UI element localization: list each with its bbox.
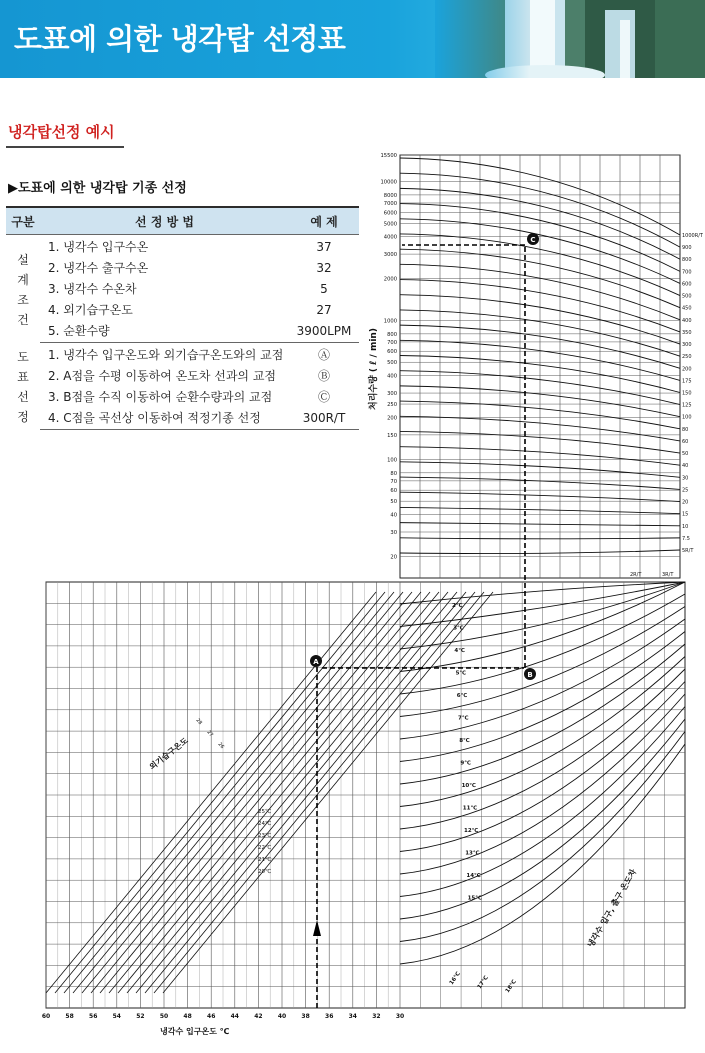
- inlet-tick-label: 38: [301, 1013, 310, 1020]
- flow-tick-label: 100: [387, 457, 397, 464]
- flow-tick-label: 80: [390, 470, 397, 477]
- inlet-tick-label: 46: [207, 1013, 216, 1020]
- capacity-label: 450: [682, 305, 692, 312]
- capacity-label: 250: [682, 354, 692, 361]
- range-tick-label: 6℃: [456, 693, 468, 699]
- range-tick-label: 13℃: [465, 850, 480, 857]
- capacity-label: 60: [682, 438, 689, 445]
- example-cell: Ⓒ: [317, 390, 330, 404]
- range-tick-label: 15℃: [467, 895, 482, 902]
- range-tick-label: 17℃: [476, 974, 490, 991]
- flow-tick-label: 600: [387, 349, 397, 356]
- example-point-label: C: [530, 236, 536, 244]
- capacity-label: 10: [682, 523, 689, 530]
- inlet-tick-label: 60: [41, 1013, 51, 1020]
- range-tick-label: 7℃: [458, 715, 469, 722]
- capacity-label: 500: [682, 293, 692, 300]
- range-tick-label: 5℃: [455, 670, 467, 677]
- example-cell: 32: [316, 261, 332, 275]
- inlet-tick-label: 44: [230, 1013, 239, 1020]
- flow-tick-label: 15500: [380, 153, 397, 159]
- inlet-axis-label: 냉각수 입구온도 ℃: [160, 1027, 230, 1036]
- capacity-label: 600: [682, 281, 692, 288]
- capacity-label: 100: [682, 414, 692, 421]
- flow-tick-label: 200: [387, 415, 397, 422]
- method-cell: 1. 냉각수 입구수온: [48, 240, 149, 254]
- header-method: 선 정 방 법: [40, 207, 289, 235]
- method-cell: 3. B점을 수직 이동하여 순환수량과의 교점: [48, 390, 273, 404]
- range-tick-label: 4℃: [454, 648, 465, 654]
- capacity-label-bottom: 3R/T: [662, 572, 674, 578]
- wetbulb-line: [64, 592, 394, 993]
- flow-tick-label: 50: [390, 499, 397, 506]
- inlet-tick-label: 42: [254, 1013, 263, 1020]
- capacity-label: 40: [682, 463, 689, 470]
- capacity-label: 800: [682, 257, 692, 264]
- method-cell: 4. C점을 곡선상 이동하여 적정기종 선정: [40, 408, 289, 430]
- inlet-tick-label: 32: [372, 1013, 381, 1020]
- category-chart-selection: 도 표 선 정: [17, 350, 29, 424]
- inlet-tick-label: 48: [183, 1013, 192, 1020]
- flow-tick-label: 60: [390, 488, 397, 495]
- capacity-label: 50: [682, 451, 689, 458]
- inlet-tick-label: 36: [325, 1013, 334, 1020]
- capacity-label: 1000R/T: [682, 233, 703, 239]
- flow-tick-label: 400: [387, 373, 397, 380]
- range-tick-label: 9℃: [460, 760, 471, 767]
- capacity-label: 300: [682, 342, 692, 349]
- example-cell: Ⓐ: [317, 348, 330, 362]
- method-cell: 4. 외기습구온도: [48, 303, 133, 317]
- method-cell: 2. A점을 수평 이동하여 온도차 선과의 교점: [48, 369, 277, 383]
- wetbulb-line: [127, 592, 457, 993]
- range-tick-label: 2℃: [452, 603, 463, 609]
- capacity-label: 80: [682, 426, 689, 433]
- range-tick-label: 11℃: [462, 805, 478, 812]
- capacity-label: 900: [682, 245, 692, 252]
- flow-tick-label: 300: [387, 391, 397, 398]
- inlet-tick-label: 58: [65, 1013, 74, 1020]
- example-point-label: B: [527, 671, 533, 679]
- method-cell: 2. 냉각수 출구수온: [48, 261, 149, 275]
- flow-tick-label: 500: [387, 360, 397, 367]
- range-tick-label: 18℃: [504, 978, 518, 995]
- wetbulb-tick-label: 26: [216, 741, 226, 751]
- example-cell: 27: [316, 303, 332, 317]
- capacity-label: 15: [682, 511, 689, 518]
- wetbulb-line: [145, 592, 475, 993]
- example-heading: 냉각탑선정 예시: [8, 123, 115, 141]
- flow-tick-label: 10000: [380, 179, 397, 186]
- capacity-label: 350: [682, 329, 692, 336]
- wetbulb-line: [73, 592, 403, 993]
- range-tick-label: 12℃: [464, 828, 479, 834]
- wetbulb-line: [136, 592, 466, 993]
- inlet-tick-label: 50: [159, 1013, 169, 1020]
- flow-tick-label: 6000: [383, 210, 397, 217]
- flow-axis-label: 처리수량 ( ℓ / min): [369, 328, 379, 410]
- capacity-label: 700: [682, 269, 692, 276]
- flow-tick-label: 20: [390, 554, 397, 561]
- wetbulb-tick-label: 24℃: [258, 821, 272, 827]
- capacity-label: 25: [682, 487, 689, 494]
- wetbulb-tick-label: 27: [205, 729, 215, 739]
- flow-tick-label: 700: [387, 339, 397, 346]
- flow-tick-label: 7000: [383, 200, 397, 207]
- example-cell: 300R/T: [289, 408, 359, 430]
- range-tick-label: 3℃: [453, 625, 464, 632]
- inlet-tick-label: 54: [112, 1013, 121, 1020]
- flow-tick-label: 70: [390, 478, 397, 485]
- flow-tick-label: 5000: [383, 221, 397, 228]
- range-tick-label: 16℃: [448, 970, 462, 987]
- range-tick-label: 10℃: [461, 783, 476, 789]
- range-axis-label: 냉각수 입구, 출구 온도차: [585, 867, 639, 949]
- capacity-label: 400: [682, 317, 692, 324]
- flow-tick-label: 250: [387, 402, 397, 409]
- capacity-label: 30: [682, 475, 689, 482]
- wetbulb-tick-label: 28: [194, 717, 204, 727]
- inlet-tick-label: 56: [89, 1013, 98, 1020]
- method-cell: 1. 냉각수 입구온도와 외기습구온도와의 교점: [48, 348, 284, 362]
- wetbulb-line: [109, 592, 439, 993]
- wetbulb-tick-label: 21℃: [258, 857, 272, 863]
- capacity-label: 125: [682, 402, 692, 409]
- flow-tick-label: 2000: [383, 276, 397, 283]
- inlet-tick-label: 34: [348, 1013, 357, 1020]
- capacity-label-bottom: 2R/T: [630, 572, 642, 578]
- example-cell: 3900LPM: [289, 321, 359, 343]
- method-cell: 3. 냉각수 수온차: [48, 282, 137, 296]
- header-example: 예 제: [289, 207, 359, 235]
- wetbulb-line: [55, 592, 385, 993]
- section-title: ▶도표에 의한 냉각탑 기종 선정: [8, 181, 187, 196]
- flow-tick-label: 1000: [383, 318, 397, 325]
- flow-tick-label: 40: [390, 512, 397, 519]
- method-cell: 5. 순환수량: [40, 321, 289, 343]
- capacity-label: 200: [682, 366, 692, 373]
- range-tick-label: 8℃: [459, 738, 470, 744]
- capacity-label: 175: [682, 378, 692, 385]
- flow-tick-label: 150: [387, 432, 397, 439]
- range-tick-label: 14℃: [466, 873, 481, 879]
- category-design-conditions: 설 계 조 건: [17, 252, 29, 327]
- flow-tick-label: 4000: [383, 234, 397, 241]
- wetbulb-line: [82, 592, 412, 993]
- capacity-label: 150: [682, 390, 692, 397]
- flow-tick-label: 8000: [383, 192, 397, 199]
- capacity-label: 20: [682, 499, 689, 506]
- inlet-tick-label: 52: [136, 1013, 145, 1020]
- example-cell: Ⓑ: [317, 369, 330, 383]
- capacity-label: 5R/T: [682, 548, 694, 554]
- wetbulb-tick-label: 23℃: [258, 833, 272, 839]
- flow-tick-label: 800: [387, 331, 397, 338]
- wetbulb-line: [100, 592, 430, 993]
- inlet-tick-label: 40: [277, 1013, 287, 1020]
- example-point-label: A: [313, 658, 319, 666]
- wetbulb-tick-label: 20℃: [258, 869, 272, 875]
- flow-tick-label: 30: [390, 530, 397, 537]
- wetbulb-axis-label: 외기습구온도: [147, 735, 190, 772]
- capacity-label: 7.5: [682, 535, 690, 542]
- example-cell: 37: [316, 240, 332, 254]
- flow-tick-label: 3000: [383, 252, 397, 259]
- inlet-tick-label: 30: [395, 1013, 405, 1020]
- header-category: 구분: [6, 207, 40, 235]
- example-cell: 5: [320, 282, 328, 296]
- page-title: 도표에 의한 냉각탑 선정표: [14, 22, 346, 56]
- example-arrowhead: [313, 920, 321, 936]
- wetbulb-tick-label: 25℃: [258, 809, 272, 815]
- wetbulb-tick-label: 22℃: [258, 845, 272, 851]
- wetbulb-line: [118, 592, 448, 993]
